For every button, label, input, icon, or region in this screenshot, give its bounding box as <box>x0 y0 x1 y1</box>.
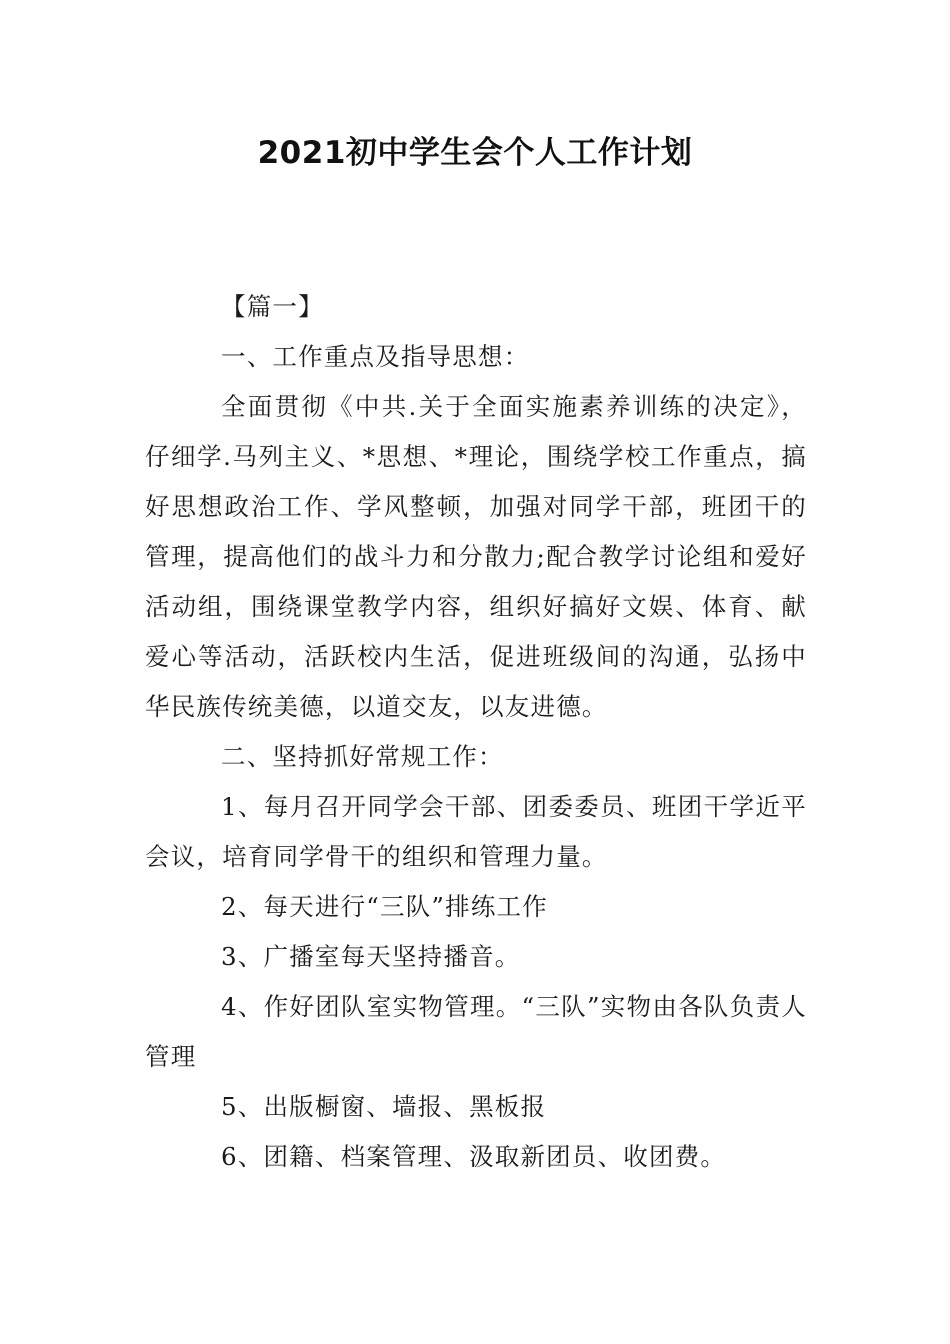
list-item-1: 1、每月召开同学会干部、团委委员、班团干学近平会议，培育同学骨干的组织和管理力量。 <box>145 792 807 871</box>
paragraph-guiding-thought: 全面贯彻《中共.关于全面实施素养训练的决定》，仔细学.马列主义、*思想、*理论，围绕学校工作重点，搞好思想政治工作、学风整顿，加强对同学干部，班团干的管理，提高他们的战斗力和分散力;配合教学讨论组和爱好活动组，围绕课堂教学内容，组织好搞好文娱、体育、献爱心等活动，活跃校内生活，促进班级间的沟通，弘扬中华民族传统美德，以道交友，以友进德。 <box>145 392 807 721</box>
list-item-2: 2、每天进行“三队”排练工作 <box>221 892 548 921</box>
list-item-3: 3、广播室每天坚持播音。 <box>221 942 521 971</box>
heading-work-focus: 一、工作重点及指导思想： <box>221 342 530 371</box>
section-heading-part-one: 【篇一】 <box>221 292 324 321</box>
list-item-5: 5、出版橱窗、墙报、黑板报 <box>221 1092 547 1121</box>
heading-routine-work: 二、坚持抓好常规工作： <box>221 742 504 771</box>
list-item-6: 6、团籍、档案管理、汲取新团员、收团费。 <box>221 1142 727 1171</box>
list-item-4: 4、作好团队室实物管理。“三队”实物由各队负责人管理 <box>145 992 807 1071</box>
document-title: 2021初中学生会个人工作计划 <box>257 135 693 171</box>
document-body <box>145 282 807 1182</box>
